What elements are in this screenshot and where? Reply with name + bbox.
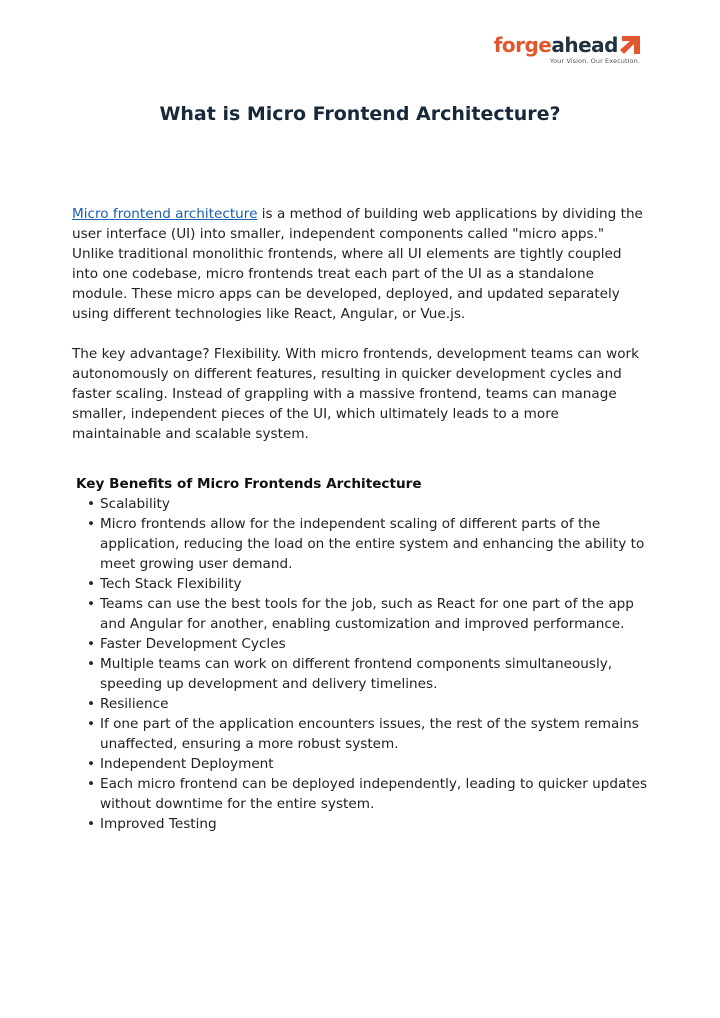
list-item-text: Teams can use the best tools for the job, such as React for one part of the app and Angular for another, enabling customization and improved performance. <box>100 596 634 632</box>
list-item-text: Resilience <box>100 696 169 712</box>
bullet-icon: • <box>87 716 96 732</box>
logo-wordmark <box>494 34 640 56</box>
bullet-icon: • <box>87 596 96 612</box>
list-item <box>87 754 650 774</box>
micro-frontend-link[interactable]: Micro frontend architecture <box>72 206 258 222</box>
list-item-text: Micro frontends allow for the independent scaling of different parts of the application, reducing the load on the entire system and enhancing the ability to meet growing user demand. <box>100 516 645 572</box>
logo-text-ahead: ahead <box>551 33 618 57</box>
list-item-text: Scalability <box>100 496 170 512</box>
list-item <box>87 654 650 694</box>
bullet-icon: • <box>87 816 96 832</box>
advantage-paragraph: The key advantage? Flexibility. With micro frontends, development teams can work autonomously on different features, resulting in quicker development cycles and faster scaling. Instead of grappling with a massive frontend, teams can manage smaller, independent pieces of the UI, which ultimately leads to a more maintainable and scalable system. <box>72 346 640 442</box>
list-item <box>87 774 650 814</box>
intro-text: is a method of building web applications by dividing the user interface (UI) into smaller, independent components called "micro apps." Unlike traditional monolithic frontends, where all UI elements are tightly coupled into one codebase, micro frontends treat each part of the UI as a standalone module. These micro apps can be developed, deployed, and updated separately using different technologies like React, Angular, or Vue.js. <box>72 206 643 322</box>
list-item-text: Tech Stack Flexibility <box>100 576 242 592</box>
list-item <box>87 574 650 594</box>
list-item-text: Multiple teams can work on different frontend components simultaneously, speeding up development and delivery timelines. <box>100 656 613 692</box>
logo-arrow-icon <box>620 36 640 54</box>
bullet-icon: • <box>87 496 96 512</box>
brand-logo <box>494 34 640 65</box>
intro-paragraph <box>72 204 650 324</box>
bullet-icon: • <box>87 636 96 652</box>
logo-text-forge: forge <box>493 33 552 57</box>
benefits-heading: Key Benefits of Micro Frontends Architecture <box>76 476 422 492</box>
bullet-icon: • <box>87 576 96 592</box>
bullet-icon: • <box>87 516 96 532</box>
list-item <box>87 814 650 834</box>
list-item-text: If one part of the application encounters issues, the rest of the system remains unaffected, ensuring a more robust system. <box>100 716 639 752</box>
list-item <box>87 714 650 754</box>
list-item <box>87 634 650 654</box>
list-item-text: Each micro frontend can be deployed independently, leading to quicker updates without downtime for the entire system. <box>100 776 648 812</box>
benefits-list <box>87 494 650 834</box>
list-item <box>87 594 650 634</box>
page-title: What is Micro Frontend Architecture? <box>159 103 561 125</box>
bullet-icon: • <box>87 696 96 712</box>
list-item-text: Faster Development Cycles <box>100 636 286 652</box>
list-item <box>87 694 650 714</box>
list-item-text: Improved Testing <box>100 816 217 832</box>
logo-tagline: Your Vision. Our Execution. <box>549 57 640 65</box>
list-item-text: Independent Deployment <box>100 756 274 772</box>
list-item <box>87 514 650 574</box>
list-item <box>87 494 650 514</box>
article-body <box>72 204 650 834</box>
bullet-icon: • <box>87 776 96 792</box>
bullet-icon: • <box>87 756 96 772</box>
bullet-icon: • <box>87 656 96 672</box>
